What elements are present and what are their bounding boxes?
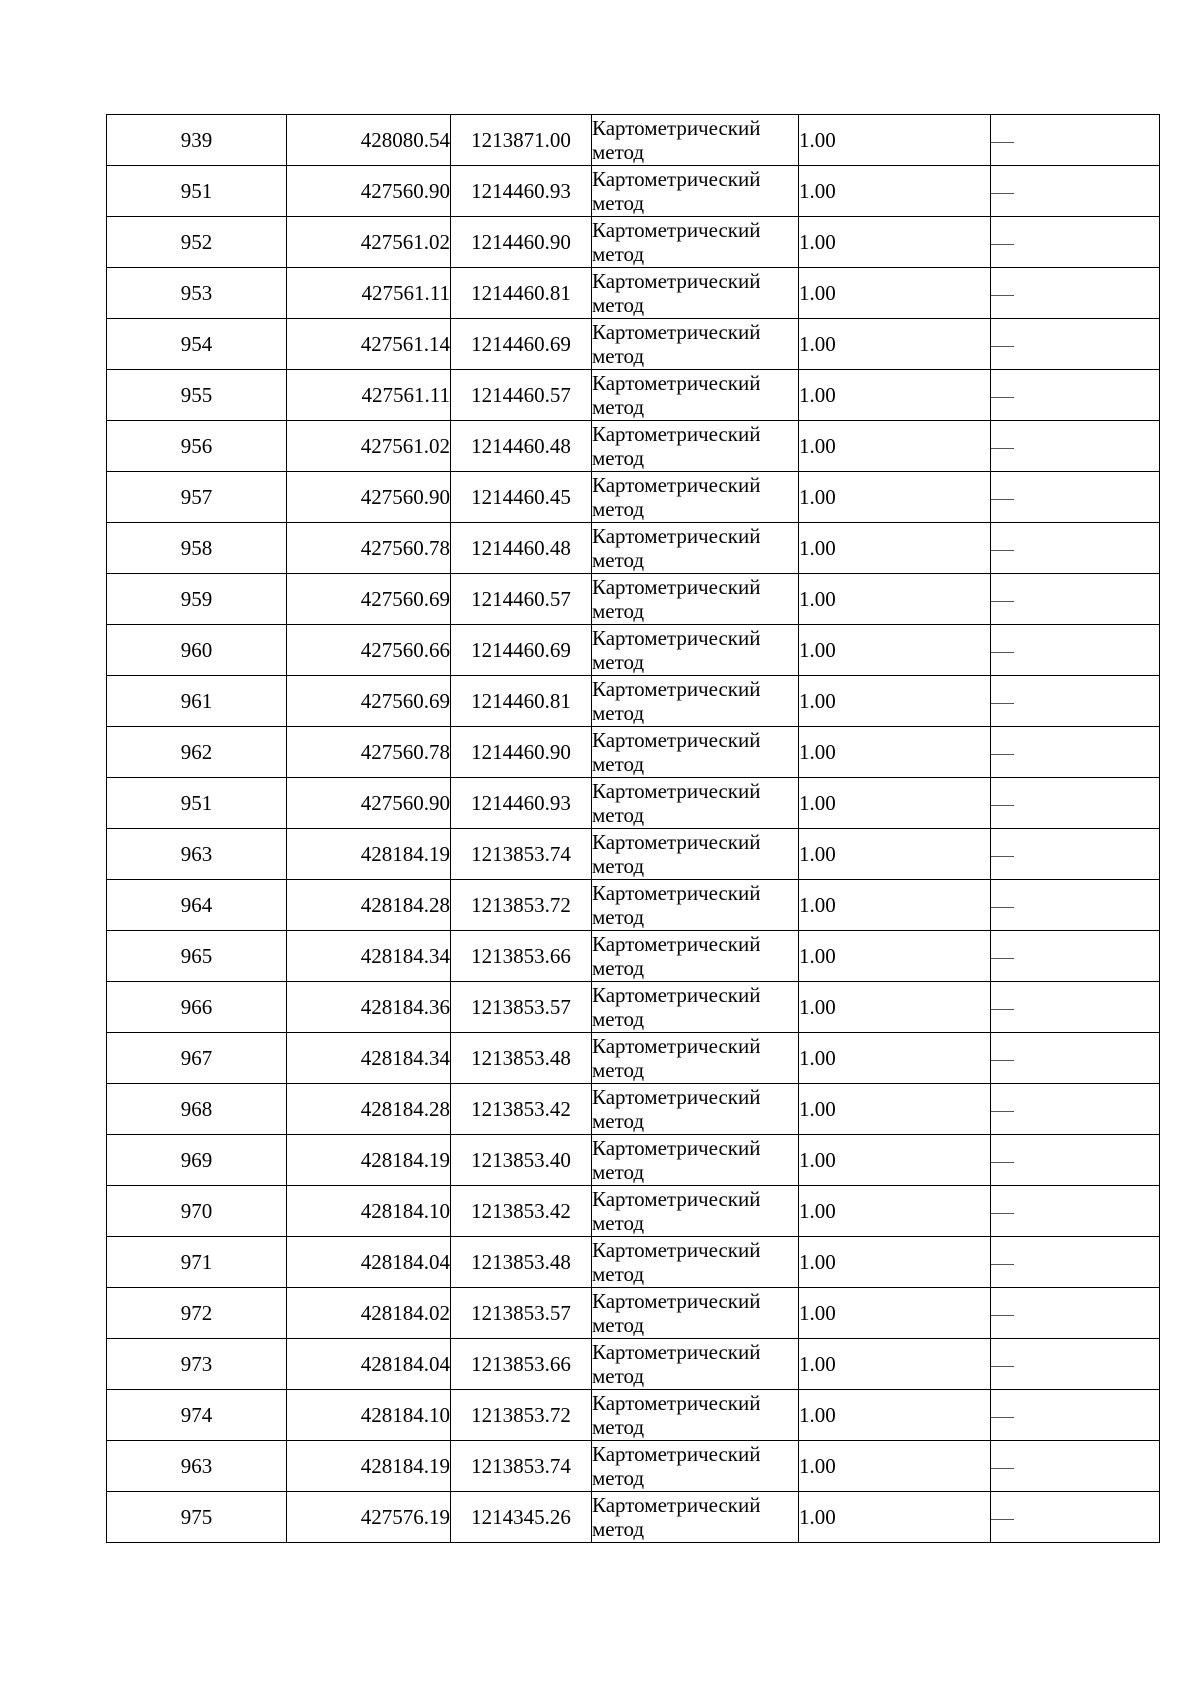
- y-coordinate-cell: 1214460.81: [451, 676, 592, 727]
- method-cell: [592, 1390, 799, 1441]
- y-coordinate-cell: 1213853.57: [451, 982, 592, 1033]
- dash-mark: [991, 856, 1014, 857]
- accuracy-cell: 1.00: [799, 319, 991, 370]
- description-cell: [991, 472, 1160, 523]
- method-line-1: Картометрический: [592, 473, 761, 497]
- method-cell: [592, 778, 799, 829]
- dash-mark: [991, 142, 1014, 143]
- dash-mark: [991, 499, 1014, 500]
- description-cell: [991, 931, 1160, 982]
- y-coordinate-cell: 1213871.00: [451, 115, 592, 166]
- description-cell: [991, 829, 1160, 880]
- method-line-1: Картометрический: [592, 1289, 761, 1313]
- accuracy-cell: 1.00: [799, 1135, 991, 1186]
- accuracy-cell: 1.00: [799, 1084, 991, 1135]
- x-coordinate-cell: 427560.90: [287, 472, 451, 523]
- table-row: [107, 1441, 1160, 1492]
- x-coordinate-cell: 428184.02: [287, 1288, 451, 1339]
- accuracy-cell: 1.00: [799, 268, 991, 319]
- method-line-2: метод: [592, 191, 645, 215]
- point-number-cell: 952: [107, 217, 287, 268]
- table-row: [107, 676, 1160, 727]
- y-coordinate-cell: 1214460.48: [451, 523, 592, 574]
- method-cell: [592, 1237, 799, 1288]
- table-row: [107, 217, 1160, 268]
- x-coordinate-cell: 427576.19: [287, 1492, 451, 1543]
- table-row: [107, 778, 1160, 829]
- method-line-1: Картометрический: [592, 677, 761, 701]
- method-cell: [592, 1492, 799, 1543]
- description-cell: [991, 982, 1160, 1033]
- accuracy-cell: 1.00: [799, 1033, 991, 1084]
- description-cell: [991, 625, 1160, 676]
- point-number-cell: 963: [107, 1441, 287, 1492]
- x-coordinate-cell: 427560.90: [287, 166, 451, 217]
- method-line-1: Картометрический: [592, 1085, 761, 1109]
- table-row: [107, 574, 1160, 625]
- x-coordinate-cell: 428184.36: [287, 982, 451, 1033]
- dash-mark: [991, 1468, 1014, 1469]
- accuracy-cell: 1.00: [799, 472, 991, 523]
- method-cell: [592, 931, 799, 982]
- description-cell: [991, 1492, 1160, 1543]
- accuracy-cell: 1.00: [799, 778, 991, 829]
- method-line-1: Картометрический: [592, 1034, 761, 1058]
- y-coordinate-cell: 1213853.48: [451, 1237, 592, 1288]
- point-number-cell: 965: [107, 931, 287, 982]
- accuracy-cell: 1.00: [799, 1441, 991, 1492]
- x-coordinate-cell: 427561.02: [287, 421, 451, 472]
- point-number-cell: 951: [107, 778, 287, 829]
- point-number-cell: 966: [107, 982, 287, 1033]
- description-cell: [991, 1033, 1160, 1084]
- y-coordinate-cell: 1213853.66: [451, 931, 592, 982]
- point-number-cell: 970: [107, 1186, 287, 1237]
- point-number-cell: 953: [107, 268, 287, 319]
- x-coordinate-cell: 428184.34: [287, 931, 451, 982]
- x-coordinate-cell: 428184.10: [287, 1390, 451, 1441]
- dash-mark: [991, 958, 1014, 959]
- dash-mark: [991, 244, 1014, 245]
- y-coordinate-cell: 1213853.72: [451, 1390, 592, 1441]
- dash-mark: [991, 1162, 1014, 1163]
- method-cell: [592, 370, 799, 421]
- y-coordinate-cell: 1214460.93: [451, 166, 592, 217]
- method-cell: [592, 1186, 799, 1237]
- method-cell: [592, 268, 799, 319]
- description-cell: [991, 727, 1160, 778]
- point-number-cell: 973: [107, 1339, 287, 1390]
- x-coordinate-cell: 428184.28: [287, 1084, 451, 1135]
- method-line-2: метод: [592, 395, 645, 419]
- method-line-1: Картометрический: [592, 1136, 761, 1160]
- table-row: [107, 115, 1160, 166]
- accuracy-cell: 1.00: [799, 727, 991, 778]
- y-coordinate-cell: 1214460.69: [451, 319, 592, 370]
- y-coordinate-cell: 1213853.57: [451, 1288, 592, 1339]
- method-line-2: метод: [592, 1109, 645, 1133]
- x-coordinate-cell: 428080.54: [287, 115, 451, 166]
- accuracy-cell: 1.00: [799, 1492, 991, 1543]
- method-line-2: метод: [592, 1415, 645, 1439]
- point-number-cell: 963: [107, 829, 287, 880]
- accuracy-cell: 1.00: [799, 880, 991, 931]
- method-line-2: метод: [592, 905, 645, 929]
- y-coordinate-cell: 1214345.26: [451, 1492, 592, 1543]
- method-line-1: Картометрический: [592, 932, 761, 956]
- x-coordinate-cell: 427560.69: [287, 574, 451, 625]
- point-number-cell: 975: [107, 1492, 287, 1543]
- x-coordinate-cell: 428184.28: [287, 880, 451, 931]
- dash-mark: [991, 295, 1014, 296]
- dash-mark: [991, 652, 1014, 653]
- point-number-cell: 954: [107, 319, 287, 370]
- dash-mark: [991, 1519, 1014, 1520]
- method-cell: [592, 319, 799, 370]
- method-line-2: метод: [592, 1313, 645, 1337]
- description-cell: [991, 115, 1160, 166]
- method-line-1: Картометрический: [592, 524, 761, 548]
- table-row: [107, 982, 1160, 1033]
- method-line-1: Картометрический: [592, 116, 761, 140]
- y-coordinate-cell: 1214460.90: [451, 727, 592, 778]
- table-row: [107, 1288, 1160, 1339]
- method-line-1: Картометрический: [592, 1391, 761, 1415]
- method-line-2: метод: [592, 854, 645, 878]
- table-row: [107, 625, 1160, 676]
- method-line-2: метод: [592, 1364, 645, 1388]
- table-row: [107, 1033, 1160, 1084]
- y-coordinate-cell: 1214460.81: [451, 268, 592, 319]
- x-coordinate-cell: 427560.78: [287, 523, 451, 574]
- method-cell: [592, 166, 799, 217]
- point-number-cell: 967: [107, 1033, 287, 1084]
- accuracy-cell: 1.00: [799, 676, 991, 727]
- method-line-1: Картометрический: [592, 881, 761, 905]
- accuracy-cell: 1.00: [799, 625, 991, 676]
- description-cell: [991, 319, 1160, 370]
- table-row: [107, 1390, 1160, 1441]
- method-cell: [592, 727, 799, 778]
- y-coordinate-cell: 1214460.90: [451, 217, 592, 268]
- dash-mark: [991, 1213, 1014, 1214]
- description-cell: [991, 1288, 1160, 1339]
- dash-mark: [991, 703, 1014, 704]
- method-cell: [592, 1288, 799, 1339]
- method-line-1: Картометрический: [592, 983, 761, 1007]
- table-row: [107, 1237, 1160, 1288]
- x-coordinate-cell: 427561.14: [287, 319, 451, 370]
- accuracy-cell: 1.00: [799, 1186, 991, 1237]
- table-row: [107, 727, 1160, 778]
- description-cell: [991, 1186, 1160, 1237]
- x-coordinate-cell: 428184.19: [287, 1135, 451, 1186]
- y-coordinate-cell: 1214460.57: [451, 574, 592, 625]
- method-line-2: метод: [592, 701, 645, 725]
- method-line-2: метод: [592, 650, 645, 674]
- method-line-1: Картометрический: [592, 779, 761, 803]
- y-coordinate-cell: 1214460.48: [451, 421, 592, 472]
- method-line-2: метод: [592, 242, 645, 266]
- method-line-2: метод: [592, 497, 645, 521]
- description-cell: [991, 523, 1160, 574]
- description-cell: [991, 574, 1160, 625]
- point-number-cell: 974: [107, 1390, 287, 1441]
- method-line-1: Картометрический: [592, 1187, 761, 1211]
- description-cell: [991, 370, 1160, 421]
- y-coordinate-cell: 1214460.45: [451, 472, 592, 523]
- accuracy-cell: 1.00: [799, 931, 991, 982]
- point-number-cell: 958: [107, 523, 287, 574]
- table-row: [107, 472, 1160, 523]
- description-cell: [991, 676, 1160, 727]
- y-coordinate-cell: 1213853.66: [451, 1339, 592, 1390]
- dash-mark: [991, 601, 1014, 602]
- table-row: [107, 829, 1160, 880]
- description-cell: [991, 268, 1160, 319]
- point-number-cell: 971: [107, 1237, 287, 1288]
- accuracy-cell: 1.00: [799, 421, 991, 472]
- accuracy-cell: 1.00: [799, 370, 991, 421]
- method-line-2: метод: [592, 1466, 645, 1490]
- method-cell: [592, 574, 799, 625]
- x-coordinate-cell: 428184.04: [287, 1237, 451, 1288]
- point-number-cell: 959: [107, 574, 287, 625]
- dash-mark: [991, 346, 1014, 347]
- accuracy-cell: 1.00: [799, 1288, 991, 1339]
- description-cell: [991, 1390, 1160, 1441]
- method-line-2: метод: [592, 1058, 645, 1082]
- method-cell: [592, 1033, 799, 1084]
- method-line-1: Картометрический: [592, 422, 761, 446]
- accuracy-cell: 1.00: [799, 1339, 991, 1390]
- method-line-1: Картометрический: [592, 626, 761, 650]
- coordinates-table: [106, 114, 1160, 1543]
- method-line-2: метод: [592, 548, 645, 572]
- method-line-1: Картометрический: [592, 1340, 761, 1364]
- table-row: [107, 1492, 1160, 1543]
- table-row: [107, 370, 1160, 421]
- method-line-1: Картометрический: [592, 1493, 761, 1517]
- method-cell: [592, 1441, 799, 1492]
- x-coordinate-cell: 428184.19: [287, 829, 451, 880]
- method-cell: [592, 880, 799, 931]
- coordinates-table-body: [107, 115, 1160, 1543]
- y-coordinate-cell: 1213853.48: [451, 1033, 592, 1084]
- dash-mark: [991, 805, 1014, 806]
- y-coordinate-cell: 1214460.57: [451, 370, 592, 421]
- accuracy-cell: 1.00: [799, 523, 991, 574]
- method-line-2: метод: [592, 1007, 645, 1031]
- table-row: [107, 421, 1160, 472]
- description-cell: [991, 1441, 1160, 1492]
- dash-mark: [991, 1111, 1014, 1112]
- point-number-cell: 956: [107, 421, 287, 472]
- y-coordinate-cell: 1214460.93: [451, 778, 592, 829]
- dash-mark: [991, 397, 1014, 398]
- x-coordinate-cell: 427560.90: [287, 778, 451, 829]
- method-line-2: метод: [592, 1211, 645, 1235]
- point-number-cell: 962: [107, 727, 287, 778]
- y-coordinate-cell: 1213853.42: [451, 1084, 592, 1135]
- method-line-1: Картометрический: [592, 320, 761, 344]
- accuracy-cell: 1.00: [799, 115, 991, 166]
- point-number-cell: 964: [107, 880, 287, 931]
- description-cell: [991, 880, 1160, 931]
- method-line-2: метод: [592, 599, 645, 623]
- method-line-2: метод: [592, 293, 645, 317]
- table-row: [107, 1135, 1160, 1186]
- point-number-cell: 957: [107, 472, 287, 523]
- accuracy-cell: 1.00: [799, 217, 991, 268]
- method-line-1: Картометрический: [592, 167, 761, 191]
- method-cell: [592, 1339, 799, 1390]
- description-cell: [991, 166, 1160, 217]
- y-coordinate-cell: 1213853.40: [451, 1135, 592, 1186]
- y-coordinate-cell: 1213853.72: [451, 880, 592, 931]
- accuracy-cell: 1.00: [799, 982, 991, 1033]
- point-number-cell: 960: [107, 625, 287, 676]
- dash-mark: [991, 1417, 1014, 1418]
- table-row: [107, 880, 1160, 931]
- point-number-cell: 951: [107, 166, 287, 217]
- method-cell: [592, 421, 799, 472]
- description-cell: [991, 1135, 1160, 1186]
- method-line-1: Картометрический: [592, 728, 761, 752]
- accuracy-cell: 1.00: [799, 1237, 991, 1288]
- table-row: [107, 1084, 1160, 1135]
- method-line-2: метод: [592, 1160, 645, 1184]
- method-line-1: Картометрический: [592, 1238, 761, 1262]
- x-coordinate-cell: 427561.11: [287, 370, 451, 421]
- x-coordinate-cell: 428184.10: [287, 1186, 451, 1237]
- y-coordinate-cell: 1213853.74: [451, 1441, 592, 1492]
- x-coordinate-cell: 428184.34: [287, 1033, 451, 1084]
- method-line-2: метод: [592, 803, 645, 827]
- table-row: [107, 268, 1160, 319]
- point-number-cell: 955: [107, 370, 287, 421]
- method-line-2: метод: [592, 344, 645, 368]
- dash-mark: [991, 1264, 1014, 1265]
- method-cell: [592, 1084, 799, 1135]
- description-cell: [991, 1339, 1160, 1390]
- method-line-2: метод: [592, 1517, 645, 1541]
- method-cell: [592, 829, 799, 880]
- method-cell: [592, 472, 799, 523]
- method-cell: [592, 115, 799, 166]
- method-line-1: Картометрический: [592, 218, 761, 242]
- dash-mark: [991, 907, 1014, 908]
- method-cell: [592, 1135, 799, 1186]
- dash-mark: [991, 193, 1014, 194]
- table-row: [107, 931, 1160, 982]
- y-coordinate-cell: 1213853.74: [451, 829, 592, 880]
- method-cell: [592, 217, 799, 268]
- table-row: [107, 319, 1160, 370]
- dash-mark: [991, 550, 1014, 551]
- table-row: [107, 1186, 1160, 1237]
- x-coordinate-cell: 427560.69: [287, 676, 451, 727]
- method-line-2: метод: [592, 446, 645, 470]
- description-cell: [991, 1237, 1160, 1288]
- y-coordinate-cell: 1214460.69: [451, 625, 592, 676]
- method-line-1: Картометрический: [592, 830, 761, 854]
- method-line-2: метод: [592, 1262, 645, 1286]
- accuracy-cell: 1.00: [799, 166, 991, 217]
- accuracy-cell: 1.00: [799, 1390, 991, 1441]
- dash-mark: [991, 448, 1014, 449]
- point-number-cell: 972: [107, 1288, 287, 1339]
- point-number-cell: 968: [107, 1084, 287, 1135]
- table-row: [107, 1339, 1160, 1390]
- dash-mark: [991, 1009, 1014, 1010]
- method-cell: [592, 523, 799, 574]
- method-line-2: метод: [592, 956, 645, 980]
- method-line-2: метод: [592, 752, 645, 776]
- x-coordinate-cell: 428184.04: [287, 1339, 451, 1390]
- dash-mark: [991, 1060, 1014, 1061]
- accuracy-cell: 1.00: [799, 574, 991, 625]
- method-line-1: Картометрический: [592, 575, 761, 599]
- method-cell: [592, 676, 799, 727]
- method-line-2: метод: [592, 140, 645, 164]
- x-coordinate-cell: 427561.02: [287, 217, 451, 268]
- table-row: [107, 166, 1160, 217]
- description-cell: [991, 778, 1160, 829]
- point-number-cell: 939: [107, 115, 287, 166]
- method-line-1: Картометрический: [592, 1442, 761, 1466]
- y-coordinate-cell: 1213853.42: [451, 1186, 592, 1237]
- description-cell: [991, 1084, 1160, 1135]
- accuracy-cell: 1.00: [799, 829, 991, 880]
- dash-mark: [991, 754, 1014, 755]
- x-coordinate-cell: 427560.66: [287, 625, 451, 676]
- table-row: [107, 523, 1160, 574]
- method-cell: [592, 625, 799, 676]
- x-coordinate-cell: 427561.11: [287, 268, 451, 319]
- description-cell: [991, 421, 1160, 472]
- x-coordinate-cell: 428184.19: [287, 1441, 451, 1492]
- description-cell: [991, 217, 1160, 268]
- point-number-cell: 969: [107, 1135, 287, 1186]
- method-cell: [592, 982, 799, 1033]
- dash-mark: [991, 1315, 1014, 1316]
- method-line-1: Картометрический: [592, 371, 761, 395]
- x-coordinate-cell: 427560.78: [287, 727, 451, 778]
- method-line-1: Картометрический: [592, 269, 761, 293]
- dash-mark: [991, 1366, 1014, 1367]
- point-number-cell: 961: [107, 676, 287, 727]
